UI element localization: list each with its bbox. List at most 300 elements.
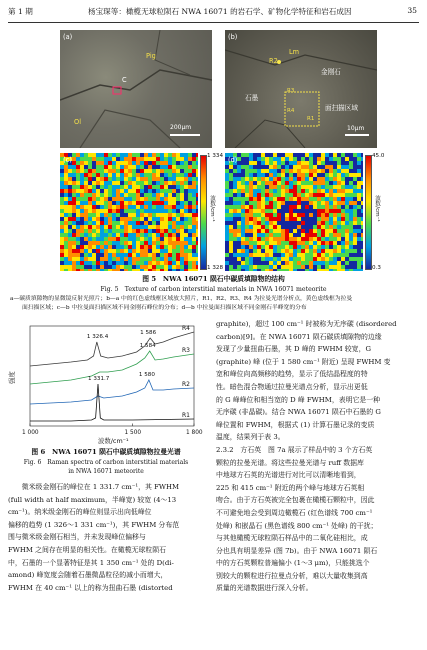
map-pixel bbox=[309, 197, 313, 201]
map-pixel bbox=[353, 217, 357, 221]
map-pixel bbox=[285, 261, 289, 265]
map-pixel bbox=[84, 213, 88, 217]
fig5-panel-a bbox=[60, 30, 212, 148]
map-pixel bbox=[225, 197, 229, 201]
map-pixel bbox=[88, 245, 92, 249]
map-pixel bbox=[345, 189, 349, 193]
map-pixel bbox=[120, 213, 124, 217]
map-pixel bbox=[317, 253, 321, 257]
journal-issue: 第 1 期 bbox=[8, 7, 33, 16]
map-pixel bbox=[313, 217, 317, 221]
map-pixel bbox=[257, 161, 261, 165]
map-pixel bbox=[245, 173, 249, 177]
map-pixel bbox=[196, 189, 198, 193]
map-pixel bbox=[297, 245, 301, 249]
map-pixel bbox=[196, 161, 198, 165]
map-pixel bbox=[160, 173, 164, 177]
map-pixel bbox=[88, 237, 92, 241]
map-pixel bbox=[305, 229, 309, 233]
map-pixel bbox=[84, 257, 88, 261]
map-pixel bbox=[361, 229, 363, 233]
map-pixel bbox=[337, 201, 341, 205]
map-pixel bbox=[68, 201, 72, 205]
map-pixel bbox=[225, 237, 229, 241]
map-pixel bbox=[313, 209, 317, 213]
map-pixel bbox=[132, 193, 136, 197]
map-pixel bbox=[80, 189, 84, 193]
map-pixel bbox=[192, 253, 196, 257]
map-pixel bbox=[168, 209, 172, 213]
map-pixel bbox=[168, 173, 172, 177]
map-pixel bbox=[345, 241, 349, 245]
map-pixel bbox=[277, 173, 281, 177]
map-pixel bbox=[60, 249, 64, 253]
map-pixel bbox=[321, 269, 325, 271]
map-pixel bbox=[225, 217, 229, 221]
map-pixel bbox=[289, 213, 293, 217]
map-pixel bbox=[120, 237, 124, 241]
map-pixel bbox=[120, 245, 124, 249]
map-pixel bbox=[168, 229, 172, 233]
map-pixel bbox=[132, 173, 136, 177]
map-pixel bbox=[112, 193, 116, 197]
map-pixel bbox=[309, 201, 313, 205]
map-pixel bbox=[144, 165, 148, 169]
map-pixel bbox=[269, 169, 273, 173]
map-pixel bbox=[152, 177, 156, 181]
map-pixel bbox=[156, 249, 160, 253]
map-pixel bbox=[285, 189, 289, 193]
map-pixel bbox=[80, 177, 84, 181]
map-pixel bbox=[357, 269, 361, 271]
map-pixel bbox=[188, 265, 192, 269]
map-pixel bbox=[96, 245, 100, 249]
map-pixel bbox=[184, 265, 188, 269]
map-pixel bbox=[289, 165, 293, 169]
map-pixel bbox=[329, 181, 333, 185]
map-pixel bbox=[305, 197, 309, 201]
map-pixel bbox=[361, 233, 363, 237]
panel-c-letter: (c) bbox=[63, 156, 72, 164]
map-pixel bbox=[241, 193, 245, 197]
map-pixel bbox=[168, 245, 172, 249]
map-pixel bbox=[196, 193, 198, 197]
map-pixel bbox=[301, 229, 305, 233]
map-pixel bbox=[333, 193, 337, 197]
map-pixel bbox=[144, 185, 148, 189]
map-pixel bbox=[337, 233, 341, 237]
map-pixel bbox=[192, 185, 196, 189]
map-pixel bbox=[184, 173, 188, 177]
map-pixel bbox=[357, 257, 361, 261]
map-pixel bbox=[233, 261, 237, 265]
map-pixel bbox=[188, 221, 192, 225]
map-pixel bbox=[84, 269, 88, 271]
map-pixel bbox=[100, 249, 104, 253]
map-pixel bbox=[293, 197, 297, 201]
map-pixel bbox=[261, 217, 265, 221]
map-pixel bbox=[345, 161, 349, 165]
map-pixel bbox=[180, 265, 184, 269]
right-column-text bbox=[216, 318, 420, 595]
map-pixel bbox=[333, 169, 337, 173]
map-pixel bbox=[196, 165, 198, 169]
map-pixel bbox=[341, 161, 345, 165]
map-pixel bbox=[297, 249, 301, 253]
map-pixel bbox=[341, 237, 345, 241]
map-pixel bbox=[229, 185, 233, 189]
map-pixel bbox=[285, 245, 289, 249]
map-pixel bbox=[337, 193, 341, 197]
map-pixel bbox=[180, 233, 184, 237]
map-pixel bbox=[265, 185, 269, 189]
map-pixel bbox=[84, 205, 88, 209]
map-pixel bbox=[261, 237, 265, 241]
map-pixel bbox=[253, 205, 257, 209]
map-pixel bbox=[309, 213, 313, 217]
map-pixel bbox=[148, 189, 152, 193]
text-line: 的 G 峰峰位和相当宽的 D 峰 FWHM，表明它是一种 bbox=[216, 395, 381, 404]
map-pixel bbox=[116, 157, 120, 161]
map-pixel bbox=[281, 169, 285, 173]
map-pixel bbox=[237, 177, 241, 181]
map-pixel bbox=[180, 185, 184, 189]
map-pixel bbox=[345, 213, 349, 217]
map-pixel bbox=[176, 229, 180, 233]
map-pixel bbox=[361, 165, 363, 169]
map-pixel bbox=[329, 193, 333, 197]
map-pixel bbox=[144, 217, 148, 221]
map-pixel bbox=[172, 237, 176, 241]
map-pixel bbox=[140, 161, 144, 165]
map-pixel bbox=[132, 233, 136, 237]
map-pixel bbox=[192, 237, 196, 241]
map-pixel bbox=[96, 209, 100, 213]
map-pixel bbox=[88, 253, 92, 257]
map-pixel bbox=[297, 225, 301, 229]
map-pixel bbox=[108, 181, 112, 185]
map-pixel bbox=[285, 233, 289, 237]
x-tick-label: 1 000 bbox=[22, 430, 39, 436]
map-pixel bbox=[329, 217, 333, 221]
map-pixel bbox=[353, 233, 357, 237]
map-pixel bbox=[156, 257, 160, 261]
map-pixel bbox=[128, 201, 132, 205]
map-pixel bbox=[172, 213, 176, 217]
map-pixel bbox=[92, 165, 96, 169]
map-pixel bbox=[237, 249, 241, 253]
map-pixel bbox=[257, 253, 261, 257]
map-pixel bbox=[120, 189, 124, 193]
map-pixel bbox=[80, 241, 84, 245]
map-pixel bbox=[188, 217, 192, 221]
map-pixel bbox=[261, 169, 265, 173]
map-pixel bbox=[337, 257, 341, 261]
map-pixel bbox=[361, 269, 363, 271]
map-pixel bbox=[128, 189, 132, 193]
map-pixel bbox=[184, 161, 188, 165]
map-pixel bbox=[100, 189, 104, 193]
map-pixel bbox=[176, 249, 180, 253]
map-pixel bbox=[88, 193, 92, 197]
map-pixel bbox=[281, 221, 285, 225]
map-pixel bbox=[317, 173, 321, 177]
map-pixel bbox=[156, 169, 160, 173]
map-pixel bbox=[188, 185, 192, 189]
map-pixel bbox=[329, 161, 333, 165]
map-pixel bbox=[120, 241, 124, 245]
map-pixel bbox=[301, 225, 305, 229]
map-pixel bbox=[184, 189, 188, 193]
map-pixel bbox=[144, 249, 148, 253]
map-pixel bbox=[237, 181, 241, 185]
map-pixel bbox=[265, 177, 269, 181]
map-pixel bbox=[116, 173, 120, 177]
map-pixel bbox=[261, 233, 265, 237]
map-pixel bbox=[233, 205, 237, 209]
map-pixel bbox=[152, 213, 156, 217]
map-pixel bbox=[261, 257, 265, 261]
map-pixel bbox=[76, 169, 80, 173]
map-pixel bbox=[176, 157, 180, 161]
map-pixel bbox=[241, 261, 245, 265]
map-pixel bbox=[60, 205, 64, 209]
map-pixel bbox=[140, 269, 144, 271]
map-pixel bbox=[321, 173, 325, 177]
map-pixel bbox=[249, 177, 253, 181]
map-pixel bbox=[285, 185, 289, 189]
map-pixel bbox=[176, 153, 180, 157]
map-pixel bbox=[140, 261, 144, 265]
map-pixel bbox=[92, 217, 96, 221]
map-pixel bbox=[92, 209, 96, 213]
map-pixel bbox=[273, 169, 277, 173]
map-pixel bbox=[317, 193, 321, 197]
map-pixel bbox=[132, 153, 136, 157]
map-pixel bbox=[357, 213, 361, 217]
map-pixel bbox=[301, 157, 305, 161]
map-pixel bbox=[64, 253, 68, 257]
map-pixel bbox=[88, 181, 92, 185]
map-pixel bbox=[124, 269, 128, 271]
colorbar-c-bottom: 1 328 bbox=[207, 265, 224, 271]
map-pixel bbox=[116, 253, 120, 257]
map-pixel bbox=[353, 245, 357, 249]
map-pixel bbox=[124, 229, 128, 233]
map-pixel bbox=[140, 177, 144, 181]
map-pixel bbox=[265, 161, 269, 165]
map-pixel bbox=[140, 229, 144, 233]
map-pixel bbox=[84, 181, 88, 185]
map-pixel bbox=[233, 241, 237, 245]
map-pixel bbox=[349, 213, 353, 217]
map-pixel bbox=[188, 269, 192, 271]
map-pixel bbox=[281, 257, 285, 261]
map-pixel bbox=[168, 249, 172, 253]
map-pixel bbox=[325, 189, 329, 193]
map-pixel bbox=[289, 225, 293, 229]
map-pixel bbox=[140, 205, 144, 209]
map-pixel bbox=[309, 185, 313, 189]
map-pixel bbox=[168, 261, 172, 265]
map-pixel bbox=[317, 153, 321, 157]
map-pixel bbox=[168, 161, 172, 165]
map-pixel bbox=[253, 165, 257, 169]
map-pixel bbox=[196, 157, 198, 161]
fig5-panel-c bbox=[60, 153, 198, 271]
map-pixel bbox=[349, 257, 353, 261]
map-pixel bbox=[116, 197, 120, 201]
map-pixel bbox=[257, 209, 261, 213]
map-pixel bbox=[132, 253, 136, 257]
map-pixel bbox=[152, 181, 156, 185]
map-pixel bbox=[305, 181, 309, 185]
map-pixel bbox=[341, 197, 345, 201]
map-pixel bbox=[257, 249, 261, 253]
map-pixel bbox=[249, 217, 253, 221]
map-pixel bbox=[305, 269, 309, 271]
map-pixel bbox=[249, 261, 253, 265]
map-pixel bbox=[100, 177, 104, 181]
map-pixel bbox=[76, 161, 80, 165]
map-pixel bbox=[357, 173, 361, 177]
map-pixel bbox=[229, 181, 233, 185]
raman-map-d bbox=[225, 153, 363, 271]
map-pixel bbox=[124, 205, 128, 209]
map-pixel bbox=[261, 161, 265, 165]
map-pixel bbox=[128, 225, 132, 229]
map-pixel bbox=[277, 269, 281, 271]
map-pixel bbox=[273, 165, 277, 169]
map-pixel bbox=[100, 197, 104, 201]
map-pixel bbox=[261, 249, 265, 253]
map-pixel bbox=[88, 269, 92, 271]
map-pixel bbox=[184, 201, 188, 205]
map-pixel bbox=[329, 253, 333, 257]
map-pixel bbox=[305, 169, 309, 173]
map-pixel bbox=[301, 173, 305, 177]
map-pixel bbox=[293, 217, 297, 221]
map-pixel bbox=[100, 201, 104, 205]
map-pixel bbox=[160, 161, 164, 165]
map-pixel bbox=[164, 185, 168, 189]
map-pixel bbox=[184, 229, 188, 233]
map-pixel bbox=[164, 193, 168, 197]
map-pixel bbox=[120, 193, 124, 197]
map-pixel bbox=[92, 177, 96, 181]
map-pixel bbox=[76, 225, 80, 229]
map-pixel bbox=[104, 177, 108, 181]
map-pixel bbox=[68, 237, 72, 241]
peak-annotation: 1 580 bbox=[138, 372, 155, 378]
text-line: amond) 峰宽度会随着石墨微晶粒径的减小而增大， bbox=[8, 571, 168, 580]
map-pixel bbox=[108, 225, 112, 229]
map-pixel bbox=[353, 193, 357, 197]
map-pixel bbox=[108, 257, 112, 261]
map-pixel bbox=[72, 225, 76, 229]
map-pixel bbox=[297, 165, 301, 169]
map-pixel bbox=[128, 229, 132, 233]
map-pixel bbox=[168, 217, 172, 221]
map-pixel bbox=[305, 157, 309, 161]
map-pixel bbox=[293, 173, 297, 177]
map-pixel bbox=[341, 225, 345, 229]
map-pixel bbox=[144, 153, 148, 157]
map-pixel bbox=[164, 233, 168, 237]
map-pixel bbox=[281, 229, 285, 233]
map-pixel bbox=[313, 265, 317, 269]
series-line-r4 bbox=[30, 332, 194, 366]
map-pixel bbox=[68, 229, 72, 233]
map-pixel bbox=[108, 201, 112, 205]
map-pixel bbox=[96, 249, 100, 253]
map-pixel bbox=[196, 181, 198, 185]
map-pixel bbox=[277, 209, 281, 213]
map-pixel bbox=[184, 257, 188, 261]
map-pixel bbox=[72, 169, 76, 173]
map-pixel bbox=[249, 193, 253, 197]
map-pixel bbox=[241, 237, 245, 241]
map-pixel bbox=[237, 245, 241, 249]
map-pixel bbox=[108, 269, 112, 271]
map-pixel bbox=[289, 237, 293, 241]
map-pixel bbox=[156, 161, 160, 165]
map-pixel bbox=[64, 213, 68, 217]
map-pixel bbox=[60, 253, 64, 257]
map-pixel bbox=[269, 245, 273, 249]
map-pixel bbox=[325, 181, 329, 185]
map-pixel bbox=[225, 225, 229, 229]
map-pixel bbox=[309, 161, 313, 165]
map-pixel bbox=[329, 213, 333, 217]
map-pixel bbox=[144, 181, 148, 185]
map-pixel bbox=[297, 241, 301, 245]
map-pixel bbox=[180, 241, 184, 245]
map-pixel bbox=[257, 265, 261, 269]
map-pixel bbox=[261, 153, 265, 157]
map-pixel bbox=[349, 221, 353, 225]
map-pixel bbox=[136, 253, 140, 257]
map-pixel bbox=[68, 249, 72, 253]
map-pixel bbox=[337, 181, 341, 185]
map-pixel bbox=[245, 217, 249, 221]
map-pixel bbox=[361, 157, 363, 161]
fig6-raman-chart bbox=[6, 318, 206, 446]
map-pixel bbox=[233, 165, 237, 169]
map-pixel bbox=[273, 237, 277, 241]
map-pixel bbox=[357, 169, 361, 173]
map-pixel bbox=[237, 157, 241, 161]
map-pixel bbox=[273, 153, 277, 157]
map-pixel bbox=[140, 209, 144, 213]
map-pixel bbox=[317, 221, 321, 225]
map-pixel bbox=[164, 161, 168, 165]
map-pixel bbox=[293, 181, 297, 185]
map-pixel bbox=[329, 173, 333, 177]
map-pixel bbox=[116, 217, 120, 221]
map-pixel bbox=[112, 209, 116, 213]
map-pixel bbox=[120, 177, 124, 181]
map-pixel bbox=[104, 189, 108, 193]
map-pixel bbox=[301, 221, 305, 225]
map-pixel bbox=[261, 225, 265, 229]
map-pixel bbox=[261, 221, 265, 225]
map-pixel bbox=[96, 229, 100, 233]
fig6-caption-cn: 图 6 NWA 16071 陨石中碳质填隙物拉曼光谱 bbox=[31, 448, 181, 456]
map-pixel bbox=[124, 169, 128, 173]
map-pixel bbox=[80, 201, 84, 205]
map-pixel bbox=[281, 265, 285, 269]
